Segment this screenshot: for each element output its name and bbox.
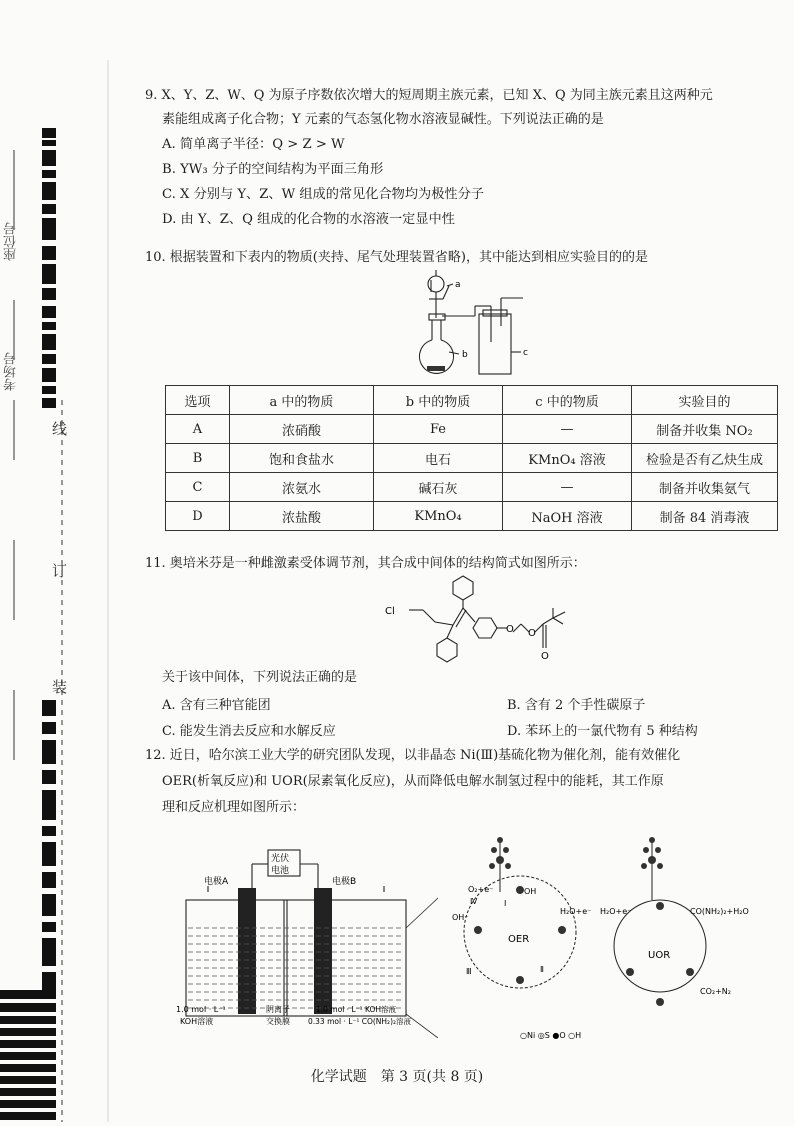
oh-label: OH xyxy=(524,887,537,896)
roman-iv: Ⅳ xyxy=(470,897,478,906)
o2-label: O₂+e⁻ xyxy=(468,885,494,894)
q10-stem: 10. 根据装置和下表内的物质(夹持、尾气处理装置省略)，其中能达到相应实验目的的是 xyxy=(145,250,648,265)
table-cell: 制备并收集 NO₂ xyxy=(632,415,778,444)
electrode-b-label: 电极B xyxy=(332,877,357,887)
seat-number-label: 座位号 xyxy=(4,222,19,261)
q11-option-c: C. 能发生消去反应和水解反应 xyxy=(162,724,336,739)
table-cell: — xyxy=(503,415,632,444)
q10-table xyxy=(165,385,778,531)
table-cell: 饱和食盐水 xyxy=(230,444,374,473)
table-row xyxy=(166,415,778,444)
staple-mark-zhuang: 装 xyxy=(52,678,68,696)
table-cell: 浓硝酸 xyxy=(230,415,374,444)
atom-legend: ○Ni ◎S ●O ○H xyxy=(520,1031,582,1040)
urea-out-label: CO(NH₂)₂+H₂O xyxy=(690,907,749,916)
table-header: 实验目的 xyxy=(632,386,778,415)
label-c: c xyxy=(523,348,528,358)
q12-mechanism xyxy=(440,822,780,1044)
question-9 xyxy=(145,84,785,232)
roman-iii: Ⅲ xyxy=(466,967,472,976)
atom-o-carbonyl: O xyxy=(541,651,549,662)
table-header: a 中的物质 xyxy=(230,386,374,415)
staple-mark-ding: 订 xyxy=(52,562,68,580)
left-solution-line1: 1.0 mol · L⁻¹ xyxy=(176,1005,226,1014)
atom-o-ester: O xyxy=(528,628,536,639)
membrane-label-line1: 阴离子 xyxy=(266,1005,290,1014)
right-solution-line1: 1.0 mol · L⁻¹ KOH溶液 xyxy=(316,1005,397,1014)
table-cell: 电石 xyxy=(374,444,503,473)
q11-option-a: A. 含有三种官能团 xyxy=(162,698,271,713)
label-a: a xyxy=(455,280,461,290)
table-cell: 检验是否有乙炔生成 xyxy=(632,444,778,473)
exam-room-label: 考场号 xyxy=(4,352,19,391)
q9-option-d: D. 由 Y、Z、Q 组成的化合物的水溶液一定显中性 xyxy=(162,212,455,227)
table-cell: C xyxy=(166,473,230,502)
q12-stem-line1: 12. 近日，哈尔滨工业大学的研究团队发现，以非晶态 Ni(Ⅲ)基硫化物为催化剂，能有效催化 xyxy=(145,748,681,763)
q9-option-c: C. X 分别与 Y、Z、W 组成的常见化合物均为极性分子 xyxy=(162,187,484,202)
binding-margin xyxy=(0,0,120,1122)
label-b: b xyxy=(462,350,468,360)
oh-minus-left: OH⁻ xyxy=(452,913,469,922)
table-cell: 浓盐酸 xyxy=(230,502,374,531)
q9-option-b: B. YW₃ 分子的空间结构为平面三角形 xyxy=(162,162,384,177)
q11-option-d: D. 苯环上的一氯代物有 5 种结构 xyxy=(507,724,698,739)
q12-stem-line3: 理和反应机理如图所示： xyxy=(162,800,306,815)
table-cell: Fe xyxy=(374,415,503,444)
table-cell: 制备 84 消毒液 xyxy=(632,502,778,531)
q11-option-b: B. 含有 2 个手性碳原子 xyxy=(507,698,646,713)
uor-label: UOR xyxy=(648,950,671,961)
table-cell: 浓氨水 xyxy=(230,473,374,502)
atom-cl: Cl xyxy=(385,606,395,617)
table-row xyxy=(166,502,778,531)
page-footer: 化学试题 第 3 页(共 8 页) xyxy=(310,1069,484,1085)
table-header-row xyxy=(166,386,778,415)
table-row xyxy=(166,473,778,502)
right-solution-line2: 0.33 mol · L⁻¹ CO(NH₂)₂溶液 xyxy=(308,1017,411,1026)
table-cell: KMnO₄ 溶液 xyxy=(503,444,632,473)
table-cell: A xyxy=(166,415,230,444)
table-cell: 制备并收集氨气 xyxy=(632,473,778,502)
table-cell: B xyxy=(166,444,230,473)
table-header: 选项 xyxy=(166,386,230,415)
table-cell: D xyxy=(166,502,230,531)
h2o-e-uor-label: H₂O+e⁻ xyxy=(600,907,632,916)
q9-stem-line2: 素能组成离子化合物；Y 元素的气态氢化物水溶液显碱性。下列说法正确的是 xyxy=(162,112,604,127)
q9-option-a: A. 简单离子半径：Q > Z > W xyxy=(162,137,345,152)
roman-i: Ⅰ xyxy=(504,899,507,908)
membrane-label-line2: 交换膜 xyxy=(266,1017,290,1026)
q10-apparatus xyxy=(405,270,540,380)
left-solution-line2: KOH溶液 xyxy=(180,1017,214,1026)
pv-label-line2: 电池 xyxy=(271,866,290,876)
table-cell: NaOH 溶液 xyxy=(503,502,632,531)
q11-subquestion: 关于该中间体，下列说法正确的是 xyxy=(162,670,358,685)
q11-stem: 11. 奥培米芬是一种雌激素受体调节剂，其合成中间体的结构简式如图所示： xyxy=(145,556,586,571)
table-cell: 碱石灰 xyxy=(374,473,503,502)
h2o-e-label: H₂O+e⁻ xyxy=(560,907,592,916)
q9-stem-line1: 9. X、Y、Z、W、Q 为原子序数依次增大的短周期主族元素，已知 X、Q 为同主族元素且这两种元 xyxy=(145,88,713,103)
q11-structure xyxy=(375,570,575,670)
table-cell: — xyxy=(503,473,632,502)
electrode-a-label: 电极A xyxy=(204,877,229,887)
cut-line-marker: 线 xyxy=(52,420,68,438)
co2-n2-label: CO₂+N₂ xyxy=(700,987,731,996)
pv-label-line1: 光伏 xyxy=(271,854,290,864)
table-row xyxy=(166,444,778,473)
oer-label: OER xyxy=(508,934,530,945)
table-cell: KMnO₄ xyxy=(374,502,503,531)
table-header: b 中的物质 xyxy=(374,386,503,415)
roman-ii: Ⅱ xyxy=(540,965,544,974)
q12-stem-line2: OER(析氧反应)和 UOR(尿素氧化反应)，从而降低电解水制氢过程中的能耗，其工作原 xyxy=(162,774,664,789)
table-header: c 中的物质 xyxy=(503,386,632,415)
q12-electrolysis-cell xyxy=(168,848,438,1038)
atom-o-ether: O xyxy=(506,624,514,635)
